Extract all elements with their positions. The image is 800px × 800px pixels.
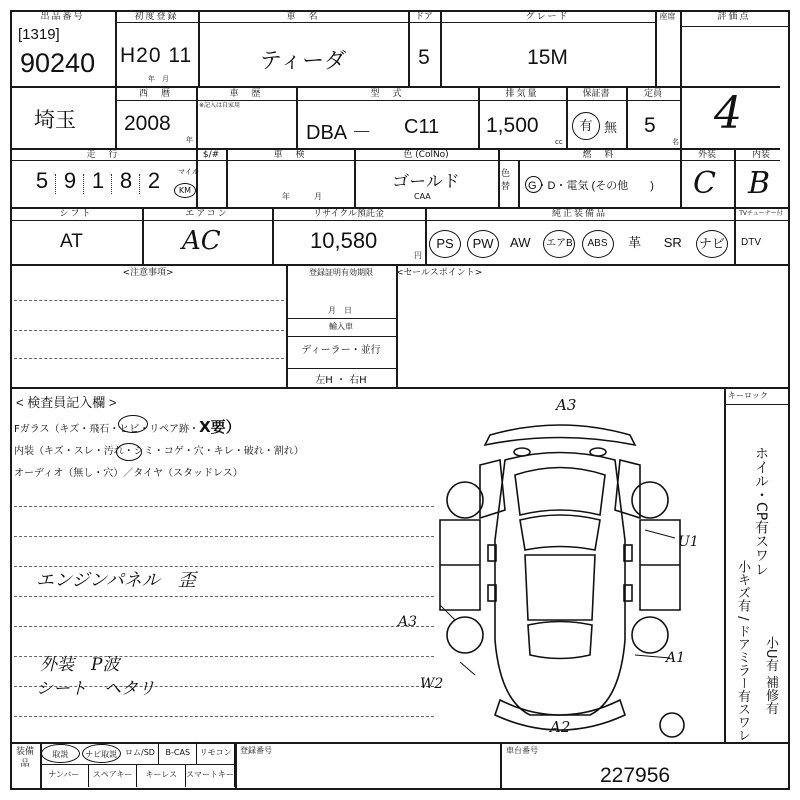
warranty-yes-circled: 有	[572, 112, 600, 140]
bottom-equip-item: ナンバー	[40, 765, 89, 787]
grade-label: グレード	[525, 12, 570, 22]
frame-left	[10, 10, 12, 790]
interior-value: B	[748, 166, 771, 201]
bottom-equip-item: スマートキー	[186, 765, 235, 787]
notes-label: <注意事項>	[122, 268, 174, 278]
equipment-list	[425, 224, 788, 262]
score-label: 評価点	[717, 12, 751, 22]
lot-number: 90240	[20, 48, 96, 78]
chip-circle	[118, 415, 148, 433]
inspection-rule	[14, 536, 434, 537]
keylock-label: キーロック	[728, 391, 768, 400]
inspection-title: < 検査員記入欄 >	[16, 395, 117, 410]
equipment-item: PW	[467, 230, 499, 258]
seats-label: 座席	[659, 12, 676, 21]
lot-label: 出品番号	[40, 12, 85, 22]
equipment-item: 革	[628, 235, 642, 250]
year-unit: 年	[186, 136, 193, 144]
mileage-digit: 9	[63, 168, 77, 193]
wheel-rear-left	[447, 617, 483, 653]
equipment-item: DTV	[741, 237, 761, 248]
front-bumper	[485, 425, 635, 445]
w2-pointer	[460, 662, 475, 675]
equipment-item: エアB	[543, 230, 575, 258]
inspection-units: 年 月	[282, 192, 322, 201]
import-label: 輸入車	[329, 322, 353, 331]
tv-label: TVチューナー付	[739, 210, 783, 217]
model-label: 車 名	[286, 12, 320, 22]
capacity-value: 5	[644, 114, 656, 137]
bottom-equip-item: B-CAS	[159, 743, 197, 764]
handwritten-note-2: 外装 P波	[40, 655, 120, 675]
recycle-label: リサイクル預託金	[313, 209, 384, 219]
mileage-digit: 5	[35, 168, 49, 193]
inspection-rule	[14, 596, 434, 597]
warranty-label: 保証書	[582, 89, 610, 99]
stain-circle	[116, 443, 142, 461]
reg-units: 月 日	[328, 306, 352, 315]
handwritten-note-3: シート ヘタリ	[36, 679, 155, 699]
side-note-3: 小U有 補修有	[763, 636, 778, 715]
exterior-label: 外装	[697, 150, 716, 160]
div-sidenotes	[724, 387, 726, 742]
reg-line1	[286, 318, 396, 319]
sales-label: <セールスポイント>	[396, 268, 483, 278]
year-label: 西 暦	[138, 89, 172, 99]
equipment-label: 純正装備品	[551, 209, 607, 219]
mileage-digit: 1	[91, 168, 105, 193]
equipment-item: AW	[510, 235, 531, 250]
fuel-label: 燃 料	[582, 150, 616, 160]
equip-section-label: 装備品	[15, 747, 34, 769]
hood	[515, 468, 605, 516]
bottom-equip-item: ナビ取説	[82, 744, 121, 763]
keylock-line	[724, 404, 788, 405]
div-colorchange	[518, 160, 520, 207]
notes-rule	[14, 330, 284, 331]
car-damage-diagram	[420, 400, 700, 740]
first-reg-unit: 年 月	[148, 75, 169, 83]
div-seats	[680, 10, 682, 148]
prefecture: 埼玉	[34, 109, 76, 132]
mileage-label: 走 行	[86, 150, 120, 160]
row4-bottom	[10, 264, 790, 266]
score-header-line	[680, 26, 788, 27]
capacity-unit: 名	[672, 138, 679, 146]
row4-header-line	[10, 220, 790, 221]
handwritten-note-1: エンジンパネル 歪	[36, 570, 196, 591]
bottom-equip-item: 取説	[41, 744, 80, 763]
div-reg	[396, 264, 398, 387]
mileage-separator	[111, 174, 113, 194]
div-color	[498, 148, 500, 207]
notes-rule	[14, 300, 284, 301]
row1-header-line	[115, 22, 655, 23]
bottom-equip-item: ロム/SD	[122, 743, 160, 764]
import-value: ディーラー・並行	[301, 345, 381, 356]
roof	[525, 555, 595, 620]
damage-w2: W2	[420, 676, 444, 692]
bottom-equip-item: スペアキー	[89, 765, 138, 787]
mileage-digit: 2	[147, 168, 161, 193]
windshield	[520, 515, 600, 550]
fuel-options: G・D・電気 (その他 )	[528, 180, 654, 192]
chassis-label: 車台番号	[506, 746, 538, 755]
meter-label: $/#	[202, 150, 220, 160]
inspection-rule	[14, 506, 434, 507]
reg-line3	[286, 368, 396, 369]
spare-circle	[660, 713, 684, 737]
mileage-separator	[83, 174, 85, 194]
inspection-rule	[14, 716, 434, 717]
inspection-line1-mark: X要）	[199, 418, 241, 436]
equipment-item: ABS	[582, 230, 614, 258]
history-label: 車 歴	[229, 89, 263, 99]
mileage-separator	[55, 174, 57, 194]
inspection-label: 車 検	[273, 150, 307, 160]
a1-pointer	[635, 655, 670, 658]
damage-a2: A2	[550, 718, 571, 736]
displacement-label: 排気量	[505, 89, 539, 99]
color-value: ゴールド	[392, 172, 460, 191]
damage-a1: A1	[666, 650, 686, 666]
year-value: 2008	[124, 112, 171, 135]
side-note-2: 小キズ有 / ドアミラー有スワレ	[735, 560, 750, 742]
row2-header-line	[115, 100, 680, 101]
history-note: ※記入は自家用	[199, 102, 241, 109]
body-outline	[495, 453, 625, 716]
ac-value: AC	[182, 226, 221, 256]
doors-value: 5	[418, 46, 430, 69]
exterior-value: C	[693, 166, 716, 201]
rear-window	[528, 622, 592, 659]
equipment-item: ナビ	[696, 230, 728, 258]
displacement-unit: cc	[555, 138, 563, 146]
mileage-digits	[30, 168, 170, 198]
grade-value: 15M	[527, 46, 568, 69]
lot-code: [1319]	[18, 26, 60, 43]
doors-label: ドア	[415, 12, 433, 22]
row1-bottom	[10, 86, 780, 88]
inspection-line2: 内装（キズ・スレ・汚れ・シミ・コゲ・穴・キレ・破れ・割れ）	[14, 446, 304, 457]
wheel-front-left	[447, 482, 483, 518]
color-code: CAA	[414, 192, 431, 201]
bottom-equip-item: キーレス	[137, 765, 186, 787]
reg-number-label: 登録番号	[240, 746, 272, 755]
inspection-line1-text: Fガラス（キズ・飛石・ヒビ・リペア跡・	[14, 424, 200, 435]
damage-u1: U1	[678, 534, 699, 550]
model-value: ティーダ	[259, 48, 347, 73]
notes-rule	[14, 358, 284, 359]
displacement-value: 1,500	[486, 114, 539, 137]
wheel-front-right	[632, 482, 668, 518]
interior-label: 内装	[751, 150, 770, 160]
type-label: 型 式	[370, 89, 404, 99]
damage-a3-top: A3	[556, 396, 577, 414]
row3-header-line	[10, 160, 780, 161]
equipment-item: PS	[429, 230, 461, 258]
recycle-unit: 円	[414, 251, 422, 260]
equipment-item: SR	[663, 235, 682, 250]
bottom-equip-item: リモコン	[197, 743, 235, 764]
damage-a3-left: A3	[398, 614, 418, 630]
warranty-no: 無	[604, 120, 618, 135]
side-note-1: ホイル・CP有スワレ	[753, 446, 769, 577]
capacity-label: 定員	[643, 89, 662, 99]
ac-label: エアコン	[185, 209, 229, 219]
inspection-rule	[14, 626, 434, 627]
frame-bottom	[10, 788, 790, 790]
first-reg-value: H20 11	[120, 44, 193, 67]
bottom-items-bottom	[40, 765, 235, 787]
mile-label: マイル	[178, 168, 199, 176]
reg-line2	[286, 336, 396, 337]
wheel-rear-right	[632, 617, 668, 653]
first-reg-label: 初度登録	[134, 12, 179, 22]
recycle-value: 10,580	[310, 228, 378, 253]
div-bottom-equip	[235, 742, 237, 788]
type-value: C11	[404, 116, 440, 138]
score-value: 4	[714, 88, 742, 139]
shift-label: シフト	[59, 209, 93, 219]
bottom-items-top	[40, 743, 235, 764]
km-circled: KM	[174, 183, 196, 198]
u1-pointer	[645, 530, 675, 538]
mileage-digit: 8	[119, 168, 133, 193]
inspection-line3: オーディオ（無し・穴）／タイヤ（スタッドレス）	[14, 468, 243, 479]
color-label: 色 (ColNo)	[403, 150, 449, 160]
type-prefix: DBA －	[306, 122, 372, 144]
a3-pointer	[440, 605, 455, 620]
chassis-value: 227956	[600, 764, 671, 787]
div-bottom-reg	[500, 742, 502, 788]
shift-value: AT	[60, 231, 83, 252]
frame-right	[788, 10, 790, 790]
row5-bottom	[10, 387, 790, 389]
steering-value: 左H ・ 右H	[315, 375, 367, 386]
color-change-label: 色替	[501, 169, 511, 192]
mileage-separator	[139, 174, 141, 194]
reg-label: 登録証明有効期限	[309, 268, 373, 277]
